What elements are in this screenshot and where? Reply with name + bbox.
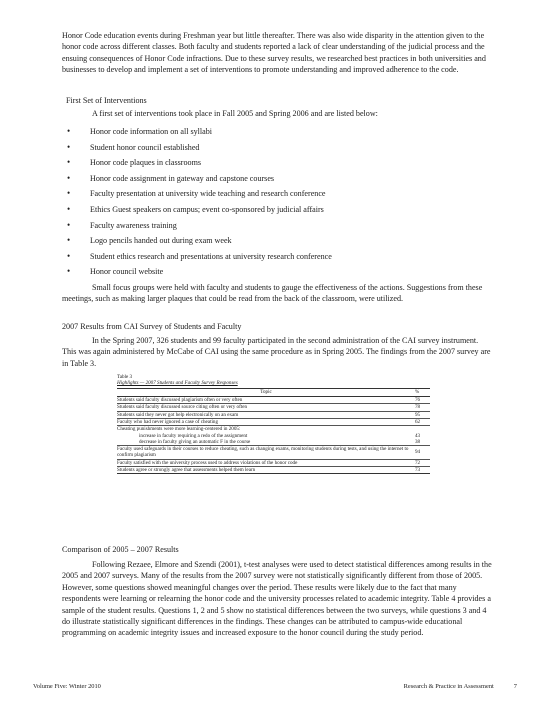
interventions-lead: A first set of interventions took place in Fall 2005 and Spring 2006 and are listed below: — [92, 109, 378, 118]
table-subtitle: Highlights — 2007 Students and Faculty Survey Responses — [117, 380, 238, 387]
table-cell-topic: Faculty satisfied with the university process used to address violations of the honor code — [117, 459, 415, 466]
survey-paragraph: In the Spring 2007, 326 students and 99 faculty participated in the second administration of the CAI survey instrument. This was again administered by McCabe of CAI using the same procedure as in Spring 2005. The findings from the 2007 survey are in Table 3. — [62, 336, 491, 368]
list-item: • Logo pencils handed out during exam week — [67, 233, 487, 249]
table-row — [117, 404, 430, 411]
list-item: • Faculty presentation at university wide teaching and research conference — [67, 186, 487, 202]
table-row — [117, 446, 430, 460]
table-3-grid — [117, 388, 430, 475]
focus-groups-paragraph: Small focus groups were held with faculty and students to gauge the effectiveness of the actions. Suggestions from these meetings, such as making larger plaques that could be read from the back of the classroom, were utilized. — [62, 283, 483, 304]
list-item: • Honor code plaques in classrooms — [67, 155, 487, 171]
table-cell-percent: 94 — [415, 446, 430, 460]
interventions-list — [67, 124, 487, 280]
table-cell-percent — [415, 426, 430, 433]
survey-heading: 2007 Results from CAI Survey of Students and Faculty — [62, 322, 242, 331]
table-header-topic: Topic — [117, 388, 415, 396]
comparison-heading: Comparison of 2005 – 2007 Results — [62, 545, 179, 554]
table-cell-percent: 95 — [415, 411, 430, 418]
footer-right — [404, 683, 517, 691]
table-cell-topic: Faculty used safeguards in their courses to reduce cheating, such as changing exams, monitoring students during tests, and using the internet to confirm plagiarism — [117, 446, 415, 460]
interventions-heading: First Set of Interventions — [66, 96, 147, 105]
table-header-percent: % — [415, 388, 430, 396]
table-cell-topic: decrease in faculty giving an automatic F in the course — [117, 439, 415, 446]
page-number: 7 — [513, 683, 517, 690]
footer-journal: Research & Practice in Assessment — [403, 683, 494, 690]
list-item: • Honor code information on all syllabi — [67, 124, 487, 140]
list-item: • Honor code assignment in gateway and capstone courses — [67, 171, 487, 187]
comparison-paragraph: Following Rezaee, Elmore and Szendi (2001), t-test analyses were used to detect statistical differences among results in the 2005 and 2007 surveys. Many of the results from the 2007 survey were not statistically significantly different from those of 2005. However, some questions showed meaningful changes over the period. These results were likely due to the fact that many respondents were learning or relearning the honor code and the university processes related to academic integrity. Table 4 provides a sample of the student results. Questions 1, 2 and 5 show no statistical differences between the two surveys, while questions 3 and 4 do illustrate statistically significant differences in the findings. These changes can be attributed to campus-wide educational programming on academic integrity issues and increased exposure to the honor council during the study period. — [62, 560, 492, 638]
list-item: • Honor council website — [67, 264, 487, 280]
table-row — [117, 467, 430, 474]
table-cell-topic: Students said faculty discussed plagiarism often or very often — [117, 397, 415, 404]
table-cell-percent: 38 — [415, 439, 430, 446]
table-header-row — [117, 388, 430, 396]
footer-volume: Volume Five: Winter 2010 — [33, 683, 101, 690]
table-cell-topic: Students agree or strongly agree that assessments helped them learn — [117, 467, 415, 474]
list-item: • Faculty awareness training — [67, 218, 487, 234]
table-cell-topic: increase in faculty requiring a redo of the assignment — [139, 432, 248, 439]
table-row — [117, 419, 430, 426]
list-item: • Ethics Guest speakers on campus; event co-sponsored by judicial affairs — [67, 202, 487, 218]
table-cell-percent: 62 — [415, 419, 430, 426]
table-cell-topic: Students said faculty discussed source citing often or very often — [117, 404, 415, 411]
table-caption: Table 3 — [117, 374, 133, 380]
table-cell-percent: 43 — [415, 432, 421, 439]
table-row — [117, 459, 430, 466]
table-row — [117, 397, 430, 404]
table-row — [117, 426, 430, 433]
table-cell-topic: Faculty who had never ignored a case of cheating — [117, 419, 415, 426]
table-3 — [117, 374, 430, 474]
table-cell-percent: 76 — [415, 397, 430, 404]
table-cell-topic: Students said they never got help electronically on an exam — [117, 411, 415, 418]
table-row — [117, 411, 430, 418]
intro-paragraph: Honor Code education events during Freshman year but little thereafter. There was also wide disparity in the attention given to the honor code across different classes. Both faculty and students reported a lack of clear understanding of the judicial process and the ensuing consequences of Honor Code infractions. Due to these survey results, we researched best practices in both universities and businesses to develop and implement a set of interventions to promote understanding and improved adherence to the code. — [62, 31, 486, 75]
table-cell-percent: 72 — [415, 459, 430, 466]
table-cell-percent: 78 — [415, 404, 430, 411]
table-cell-topic: Cheating punishments were more learning-centered in 2005: — [117, 426, 241, 433]
list-item: • Student honor council established — [67, 140, 487, 156]
table-cell-percent: 73 — [415, 467, 430, 474]
table-row — [117, 439, 430, 446]
list-item: • Student ethics research and presentations at university research conference — [67, 249, 487, 265]
